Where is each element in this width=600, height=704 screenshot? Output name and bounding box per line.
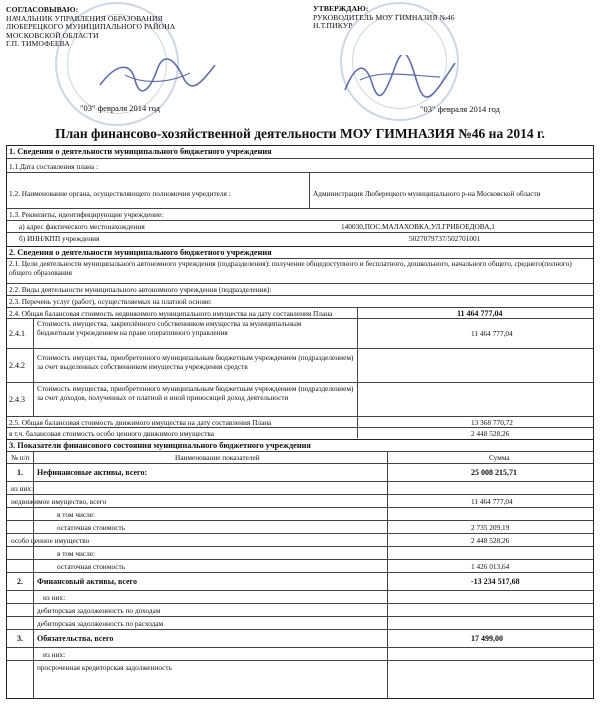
indicator-name: в том числе: (57, 549, 96, 558)
column-sum-header: Сумма (489, 453, 510, 462)
real-estate-value: 11 464 777,04 (457, 309, 503, 318)
inn-label: б) ИНН/КПП учреждения (19, 234, 100, 243)
indicator-value: 25 008 215,71 (471, 468, 517, 477)
sub-row-2-number: 2.4.2 (9, 361, 25, 370)
approval-right (313, 5, 455, 31)
column-name-header: Наименование показателей (175, 453, 260, 462)
indicator-name: особо ценное имущество (11, 536, 90, 545)
founder-row (7, 172, 593, 209)
founder-value: Администрация Люберецкого муниципального р-на Московской области (313, 189, 541, 198)
section3-heading: 3. Показатели финансового состояния муниципального бюджетного учреждения (9, 441, 311, 450)
approval-right-title: УТВЕРЖДАЮ: (313, 4, 369, 13)
activities-text: 2.2. Виды деятельности муниципального автономного учреждения (подразделения): (9, 285, 272, 294)
indicator-name: дебиторская задолженность по расходам (37, 619, 164, 628)
column-number-header: № п/п (11, 453, 30, 462)
sub-row-1-number: 2.4.1 (9, 329, 25, 338)
indicator-name: в том числе: (57, 510, 96, 519)
sub-row-1 (7, 318, 593, 349)
indicator-row (7, 616, 593, 630)
indicator-number: 2. (17, 577, 23, 586)
indicator-row (7, 494, 593, 508)
indicator-value: 2 735 209,19 (471, 523, 510, 532)
vline-section2-values (357, 307, 358, 438)
indicator-row (7, 629, 593, 648)
movables-value: 13 368 770,72 (471, 418, 513, 427)
indicator-value: 17 499,00 (471, 634, 503, 643)
address-label: а) адрес фактического местонахождения (19, 222, 145, 231)
indicator-name: Обязательства, всего (37, 634, 114, 643)
indicator-value: 1 426 013,64 (471, 562, 510, 571)
approval-left (6, 6, 175, 49)
indicator-row (7, 559, 593, 573)
indicator-number: 3. (17, 634, 23, 643)
goals-text: 2.1. Цели деятельности муниципального автономного учреждения (подразделения): получение общедоступного и бесплатного, дошкольного, начального общего, среднего(полного) общего образования (9, 259, 572, 277)
goals-row (7, 258, 593, 284)
indicator-name: дебиторская задолженность по доходам (37, 606, 161, 615)
indicator-value: 2 448 528,26 (471, 536, 510, 545)
plan-date-row (7, 158, 593, 173)
approval-left-line: МОСКОВСКОЙ ОБЛАСТИ (6, 30, 99, 40)
indicator-name: Нефинансовые активы, всего: (37, 468, 148, 477)
indicator-name: остаточная стоимость (57, 562, 126, 571)
right-signature (340, 55, 460, 100)
indicator-value: 11 464 777,04 (471, 497, 513, 506)
indicator-row (7, 546, 593, 560)
indicator-row (7, 647, 593, 661)
indicator-row (7, 481, 593, 495)
approval-left-line: ЛЮБЕРЕЦКОГО МУНИЦИПАЛЬНОГО РАЙОНА (6, 22, 176, 32)
indicator-name: из них: (11, 484, 34, 493)
document-title: План финансово-хозяйственной деятельности МОУ ГИМНАЗИЯ №46 на 2014 г. (55, 126, 545, 141)
indicator-value: -13 234 517,68 (471, 577, 520, 586)
indicator-name: Финансовый активы, всего (37, 577, 137, 586)
indicator-row (7, 533, 593, 547)
indicator-name: остаточная стоимость (57, 523, 126, 532)
inn-row (7, 232, 593, 245)
sub-row-2 (7, 348, 593, 383)
valuable-movables-label: в т.ч. балансовая стоимость особо ценного движимого имущества (9, 429, 214, 438)
movables-label: 2.5. Общая балансовая стоимость движимого имущества на дату составления Плана (9, 418, 272, 427)
approval-left-line: Г.П. ТИМОФЕЕВА (6, 39, 70, 49)
sub-row-3-text: Стоимость имущества, приобретенного муниципальным бюджетным учреждением (подразделением) за счет доходов, полученных от платной и иной приносящей доход деятельности (37, 384, 354, 402)
real-estate-label: 2.4. Общая балансовая стоимость недвижимого муниципального имущества на дату составления Плана (9, 309, 333, 318)
approval-right-line: Н.Т.ПИКУР (313, 21, 353, 31)
indicator-row (7, 507, 593, 521)
indicator-row (7, 520, 593, 534)
valuable-movables-value: 2 448 528,26 (471, 429, 510, 438)
indicator-row (7, 572, 593, 591)
approval-right-date: "03" февраля 2014 год (420, 104, 500, 114)
sub-row-3 (7, 382, 593, 417)
approval-left-line: НАЧАЛЬНИК УПРАВЛЕНИЯ ОБРАЗОВАНИЯ (6, 13, 163, 23)
sub-row-1-text: Стоимость имущества, закреплённого собственником имущества за муниципальным бюджетным учреждением на праве оперативного управления (37, 319, 302, 337)
section1-heading-row (7, 146, 593, 158)
indicator-row (7, 590, 593, 604)
sub-row-1-value: 11 464 777,04 (471, 329, 513, 338)
indicator-name: из них: (43, 650, 66, 659)
plan-table (6, 145, 594, 699)
section1-heading: 1. Сведения о деятельности муниципального бюджетного учреждения (9, 147, 272, 156)
vline-section3-number (33, 451, 34, 698)
inn-value: 5027079737/502701001 (409, 234, 481, 243)
indicator-row (7, 660, 593, 674)
left-signature (95, 55, 220, 95)
approval-left-date: "03" февраля 2014 год (80, 103, 160, 113)
valuable-movables-row (7, 427, 593, 439)
approval-left-title: СОГЛАСОВЫВАЮ: (6, 5, 79, 14)
paid-services-text: 2.3. Перечень услуг (работ), осуществляемых на платной основе: (9, 297, 212, 306)
indicator-row (7, 603, 593, 617)
sub-row-2-text: Стоимость имущества, приобретенного муниципальным бюджетным учреждением (подразделением) за счет выделенных собственником имущества учреждения средств (37, 353, 354, 371)
indicator-number: 1. (17, 468, 23, 477)
indicator-name: недвижимое имущество, всего (11, 497, 107, 506)
founder-label: 1.2. Наименование органа, осуществляющего полномочия учредителя : (9, 189, 231, 198)
indicator-name: из них: (43, 593, 66, 602)
vline-founder (309, 172, 310, 208)
plan-date-label: 1.1.Дата составления плана : (9, 162, 99, 171)
vline-section3-sum (387, 451, 388, 698)
approval-right-line: РУКОВОДИТЕЛЬ МОУ ГИМНАЗИЯ №46 (313, 12, 455, 22)
vline-subrow-number (33, 318, 34, 416)
requisites-label: 1.3. Реквизиты, идентифицирующие учреждение: (9, 210, 164, 219)
sub-row-3-number: 2.4.3 (9, 395, 25, 404)
indicator-row (7, 463, 593, 482)
indicator-name: просроченная кредиторская задолженность (37, 663, 172, 672)
address-value: 140030,ПОС.МАЛАХОВКА,УЛ.ГРИБОЕДОВА,1 (341, 222, 495, 231)
section2-heading: 2. Сведения о деятельности муниципального бюджетного учреждения (9, 248, 272, 257)
